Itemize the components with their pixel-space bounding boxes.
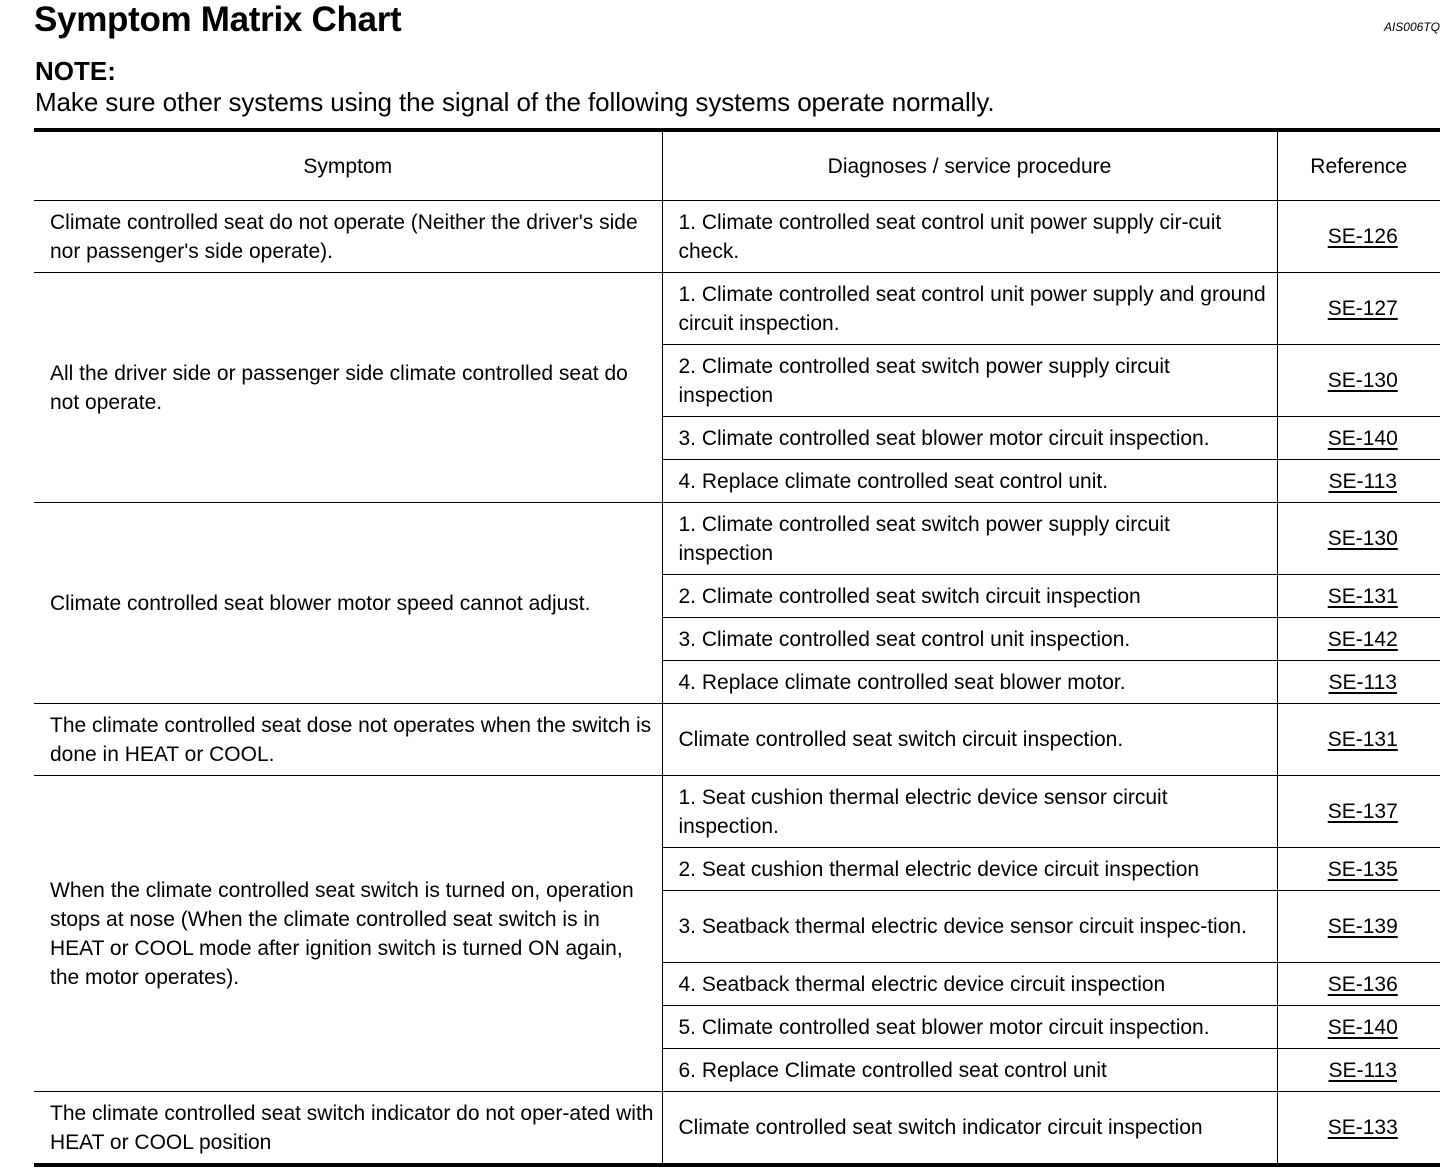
procedure-cell: 1. Climate controlled seat control unit power supply and ground circuit inspection. — [662, 273, 1277, 345]
procedure-cell: 3. Seatback thermal electric device sensor circuit inspec-tion. — [662, 891, 1277, 963]
table-row — [34, 273, 1440, 345]
table-row — [34, 201, 1440, 273]
reference-link[interactable]: SE-135 — [1327, 857, 1398, 881]
table-header-row — [34, 130, 1440, 201]
reference-link[interactable]: SE-113 — [1328, 670, 1397, 694]
symptom-matrix-table — [34, 128, 1440, 1167]
reference-link[interactable]: SE-131 — [1327, 728, 1398, 751]
reference-link[interactable]: SE-131 — [1327, 584, 1398, 608]
table-row — [34, 776, 1440, 848]
procedure-cell: 1. Seat cushion thermal electric device sensor circuit inspection. — [662, 776, 1277, 848]
procedure-cell: 2. Climate controlled seat switch circuit inspection — [662, 575, 1277, 618]
reference-link[interactable]: SE-126 — [1327, 225, 1398, 248]
procedure-cell: Climate controlled seat switch indicator circuit inspection — [662, 1092, 1277, 1166]
procedure-cell: 4. Replace climate controlled seat blower motor. — [662, 661, 1277, 704]
procedure-cell: 3. Climate controlled seat blower motor circuit inspection. — [662, 417, 1277, 460]
symptom-cell: Climate controlled seat do not operate (Neither the driver's side nor passenger's side operate). — [34, 201, 662, 273]
procedure-cell: 4. Seatback thermal electric device circuit inspection — [662, 963, 1277, 1006]
procedure-cell: 1. Climate controlled seat switch power supply circuit inspection — [662, 503, 1277, 575]
symptom-cell: The climate controlled seat dose not operates when the switch is done in HEAT or COOL. — [34, 704, 662, 776]
table-row — [34, 704, 1440, 776]
reference-column-header: Reference — [1277, 130, 1440, 201]
reference-link[interactable]: SE-142 — [1327, 627, 1398, 651]
symptom-cell: The climate controlled seat switch indicator do not oper-ated with HEAT or COOL position — [34, 1092, 662, 1166]
reference-link[interactable]: SE-136 — [1327, 972, 1398, 996]
reference-link[interactable]: SE-113 — [1328, 469, 1397, 493]
procedure-cell: 2. Seat cushion thermal electric device circuit inspection — [662, 848, 1277, 891]
procedure-cell: 3. Climate controlled seat control unit inspection. — [662, 618, 1277, 661]
table-row — [34, 503, 1440, 575]
note-label: NOTE: — [35, 56, 116, 86]
reference-link[interactable]: SE-140 — [1327, 426, 1398, 450]
reference-link[interactable]: SE-140 — [1327, 1015, 1398, 1039]
procedure-cell: 1. Climate controlled seat control unit power supply cir-cuit check. — [662, 201, 1277, 273]
procedure-cell: 5. Climate controlled seat blower motor circuit inspection. — [662, 1006, 1277, 1049]
reference-link[interactable]: SE-139 — [1327, 915, 1398, 938]
page-title: Symptom Matrix Chart — [34, 0, 402, 39]
symptom-column-header: Symptom — [34, 130, 662, 201]
symptom-cell: Climate controlled seat blower motor speed cannot adjust. — [34, 503, 662, 704]
procedure-cell: 4. Replace climate controlled seat control unit. — [662, 460, 1277, 503]
table-row — [34, 1092, 1440, 1166]
note-text: Make sure other systems using the signal of the following systems operate normally. — [35, 87, 995, 117]
reference-link[interactable]: SE-127 — [1327, 297, 1398, 320]
symptom-cell: When the climate controlled seat switch is turned on, operation stops at nose (When the climate controlled seat switch is in HEAT or COOL mode after ignition switch is turned ON again, the motor operates). — [34, 776, 662, 1092]
reference-link[interactable]: SE-133 — [1327, 1116, 1398, 1139]
procedure-cell: 6. Replace Climate controlled seat control unit — [662, 1049, 1277, 1092]
reference-link[interactable]: SE-113 — [1328, 1058, 1397, 1082]
document-code: AIS006TQ — [1383, 20, 1440, 34]
reference-link[interactable]: SE-130 — [1327, 369, 1398, 392]
symptom-cell: All the driver side or passenger side climate controlled seat do not operate. — [34, 273, 662, 503]
diagnoses-column-header: Diagnoses / service procedure — [662, 130, 1277, 201]
procedure-cell: Climate controlled seat switch circuit inspection. — [662, 704, 1277, 776]
reference-link[interactable]: SE-137 — [1327, 800, 1398, 823]
procedure-cell: 2. Climate controlled seat switch power supply circuit inspection — [662, 345, 1277, 417]
reference-link[interactable]: SE-130 — [1327, 527, 1398, 550]
